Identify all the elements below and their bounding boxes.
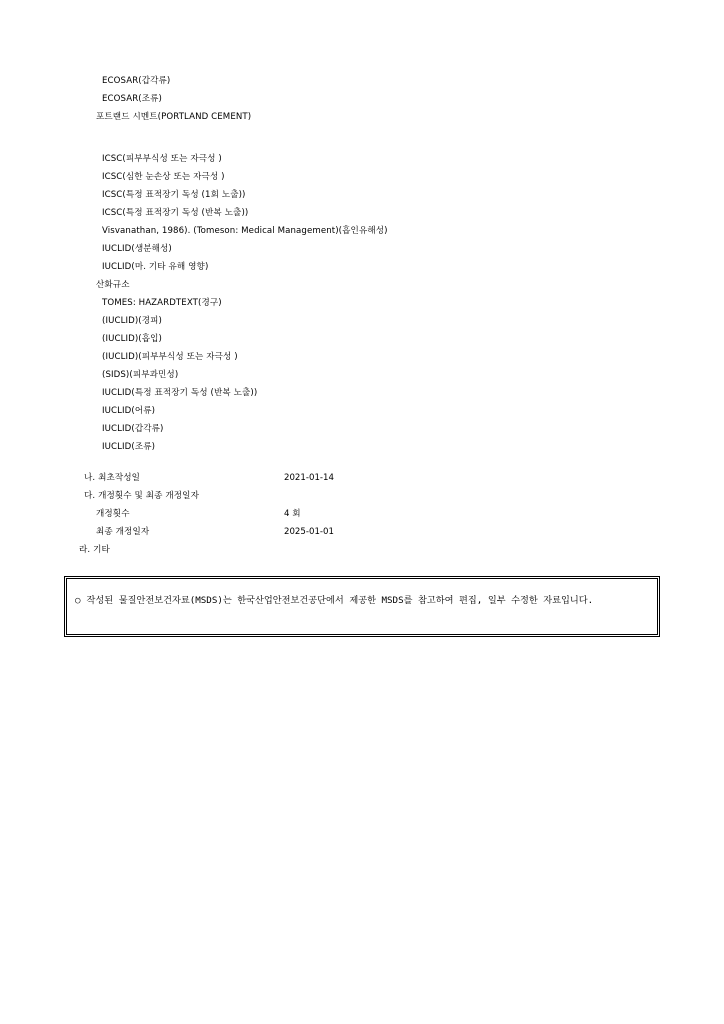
reference-line: IUCLID(어류) (102, 406, 156, 416)
first-created-label: 나. 최초작성일 (84, 473, 141, 483)
reference-line: Visvanathan, 1986). (Tomeson: Medical Management)(흡인유해성) (102, 226, 388, 236)
notice-box (66, 578, 658, 635)
reference-line: 포트랜드 시멘트(PORTLAND CEMENT) (96, 112, 252, 122)
notice-text-block (75, 594, 645, 607)
reference-line: (IUCLID)(흡입) (102, 334, 162, 344)
revision-count-value: 4 회 (284, 509, 301, 519)
circle-bullet-icon: ○ (75, 595, 81, 606)
reference-line: (IUCLID)(피부부식성 또는 자극성 ) (102, 352, 238, 362)
reference-line: IUCLID(생분해성) (102, 244, 172, 254)
revision-section-label: 다. 개정횟수 및 최종 개정일자 (84, 491, 199, 501)
notice-text: 작성된 물질안전보건자료(MSDS)는 한국산업안전보건공단에서 제공한 MSDS를 참고하여 편집, 일부 수정한 자료입니다. (86, 595, 594, 606)
reference-line: ICSC(심한 눈손상 또는 자극성 ) (102, 172, 225, 182)
reference-line: ECOSAR(조류) (102, 94, 162, 104)
last-revision-date: 2025-01-01 (284, 527, 334, 537)
reference-line: ICSC(특정 표적장기 독성 (반복 노출)) (102, 208, 249, 218)
revision-count-label: 개정횟수 (96, 509, 130, 519)
reference-line: (SIDS)(피부과민성) (102, 370, 179, 380)
reference-line: TOMES: HAZARDTEXT(경구) (102, 298, 222, 308)
reference-line: IUCLID(갑각류) (102, 424, 164, 434)
first-created-date: 2021-01-14 (284, 473, 334, 483)
reference-line: IUCLID(마. 기타 유해 영향) (102, 262, 209, 272)
last-revision-label: 최종 개정일자 (96, 527, 150, 537)
reference-line: 산화규소 (96, 280, 130, 290)
other-section-label: 라. 기타 (79, 545, 110, 555)
reference-line: ICSC(특정 표적장기 독성 (1회 노출)) (102, 190, 246, 200)
reference-line: IUCLID(조류) (102, 442, 156, 452)
reference-line: IUCLID(특정 표적장기 독성 (반복 노출)) (102, 388, 258, 398)
reference-line: (IUCLID)(경피) (102, 316, 162, 326)
reference-line: ICSC(피부부식성 또는 자극성 ) (102, 154, 222, 164)
reference-line: ECOSAR(갑각류) (102, 76, 171, 86)
